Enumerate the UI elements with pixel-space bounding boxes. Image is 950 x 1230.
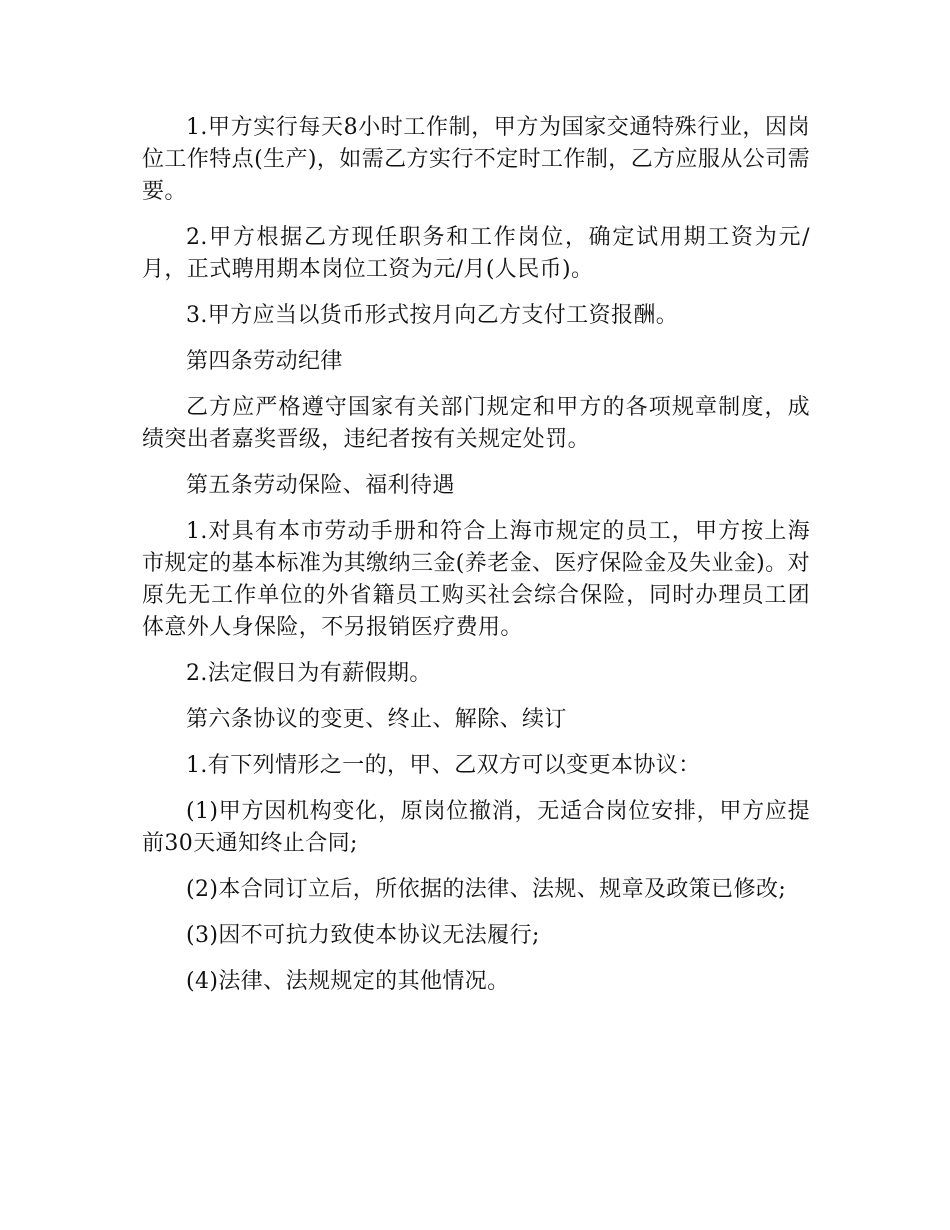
list-item-condition-3: (3)因不可抗力致使本协议无法履行;	[186, 923, 540, 948]
list-item-condition-1: (1)甲方因机构变化，原岗位撤消，无适合岗位安排，甲方应提前30天通知终止合同;	[142, 799, 810, 856]
paragraph-change-conditions: 1.有下列情形之一的，甲、乙双方可以变更本协议：	[186, 753, 701, 778]
paragraph-paid-holidays: 2.法定假日为有薪假期。	[186, 661, 432, 686]
list-item-condition-2: (2)本合同订立后，所依据的法律、法规、规章及政策已修改;	[186, 877, 787, 902]
list-item-condition-4: (4)法律、法规规定的其他情况。	[186, 969, 510, 994]
section-heading-agreement-changes: 第六条协议的变更、终止、解除、续订	[186, 707, 567, 732]
paragraph-salary: 2.甲方根据乙方现任职务和工作岗位，确定试用期工资为元/月，正式聘用期本岗位工资为元/月(人民币)。	[142, 225, 810, 282]
section-heading-insurance-benefits: 第五条劳动保险、福利待遇	[186, 473, 455, 498]
paragraph-payment: 3.甲方应当以货币形式按月向乙方支付工资报酬。	[186, 303, 679, 328]
document-body	[142, 112, 810, 1012]
paragraph-work-hours: 1.甲方实行每天8小时工作制，甲方为国家交通特殊行业，因岗位工作特点(生产)，如需乙方实行不定时工作制，乙方应服从公司需要。	[142, 115, 810, 204]
paragraph-discipline: 乙方应严格遵守国家有关部门规定和甲方的各项规章制度，成绩突出者嘉奖晋级，违纪者按有关规定处罚。	[142, 395, 810, 452]
paragraph-insurance: 1.对具有本市劳动手册和符合上海市规定的员工，甲方按上海市规定的基本标准为其缴纳三金(养老金、医疗保险金及失业金)。对原先无工作单位的外省籍员工购买社会综合保险，同时办理员工团体意外人身保险，不另报销医疗费用。	[142, 519, 810, 640]
section-heading-labor-discipline: 第四条劳动纪律	[186, 349, 343, 374]
